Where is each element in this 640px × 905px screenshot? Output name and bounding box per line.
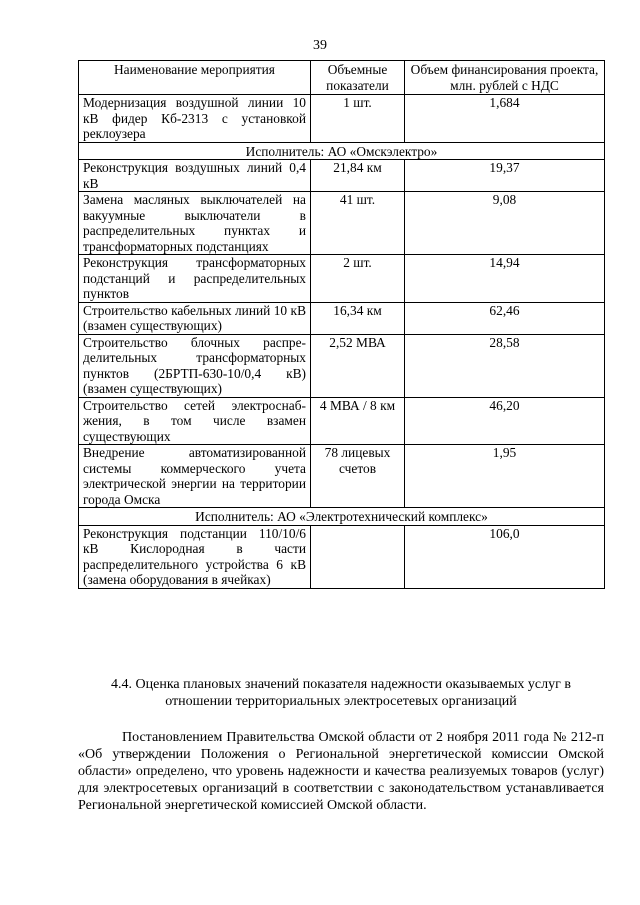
table-row: [79, 445, 605, 508]
measure-volume: [311, 525, 405, 588]
header-measure-name: Наименование мероприятия: [79, 61, 311, 95]
measure-funding: 19,37: [405, 160, 605, 192]
executor-row: [79, 142, 605, 160]
measure-name: Строительство блочных распре-делительных трансформаторных пунктов (2БРТП-630-10/0,4 кВ) (взамен существующих): [79, 334, 311, 397]
table-header-row: [79, 61, 605, 95]
measure-volume: 1 шт.: [311, 95, 405, 143]
measure-name: Реконструкция трансформаторных подстанций и распределительных пунктов: [79, 255, 311, 303]
measure-volume: 2,52 МВА: [311, 334, 405, 397]
executor-row: [79, 508, 605, 526]
measure-volume: 16,34 км: [311, 302, 405, 334]
table-row: [79, 95, 605, 143]
measure-volume: 41 шт.: [311, 192, 405, 255]
body-paragraph: Постановлением Правительства Омской области от 2 ноября 2011 года № 212-п «Об утверждении Положения о Региональной энергетической комиссии Омской области» определено, что уровень надежности и качества реализуемых товаров (услуг) для электросетевых организаций в соответствии с законодательством устанавливается Региональной энергетической комиссией Омской области.: [78, 730, 604, 813]
measure-volume: 2 шт.: [311, 255, 405, 303]
measure-volume: 4 МВА / 8 км: [311, 397, 405, 445]
measure-funding: 62,46: [405, 302, 605, 334]
table-row: [79, 302, 605, 334]
measure-funding: 14,94: [405, 255, 605, 303]
measure-funding: 9,08: [405, 192, 605, 255]
measure-name: Внедрение автоматизированной системы коммерческого учета электрической энергии на территории города Омска: [79, 445, 311, 508]
measure-volume: 21,84 км: [311, 160, 405, 192]
executor-label: Исполнитель: АО «Электротехнический комплекс»: [79, 508, 605, 526]
header-volume: Объемные показатели: [311, 61, 405, 95]
measure-volume: 78 лицевых счетов: [311, 445, 405, 508]
measure-funding: 106,0: [405, 525, 605, 588]
table-row: [79, 255, 605, 303]
measure-name: Замена масляных выключателей на вакуумные выключатели в распределительных пунктах и трансформаторных подстанциях: [79, 192, 311, 255]
measure-funding: 46,20: [405, 397, 605, 445]
measure-funding: 1,95: [405, 445, 605, 508]
table-row: [79, 397, 605, 445]
measure-name: Строительство сетей электроснаб-жения, в том числе взамен существующих: [79, 397, 311, 445]
measure-name: Строительство кабельных линий 10 кВ (взамен существующих): [79, 302, 311, 334]
measure-funding: 28,58: [405, 334, 605, 397]
measure-name: Реконструкция воздушных линий 0,4 кВ: [79, 160, 311, 192]
measure-funding: 1,684: [405, 95, 605, 143]
table-row: [79, 525, 605, 588]
executor-label: Исполнитель: АО «Омскэлектро»: [79, 142, 605, 160]
table-row: [79, 160, 605, 192]
measure-name: Реконструкция подстанции 110/10/6 кВ Кислородная в части распределительного устройства 6 кВ (замена оборудования в ячейках): [79, 525, 311, 588]
measure-name: Модернизация воздушной линии 10 кВ фидер Кб-2313 с установкой реклоузера: [79, 95, 311, 143]
header-funding: Объем финансирования проекта, млн. рублей с НДС: [405, 61, 605, 95]
table-row: [79, 334, 605, 397]
page-number: 39: [313, 38, 327, 53]
measures-table: [78, 60, 605, 589]
table-row: [79, 192, 605, 255]
section-heading: 4.4. Оценка плановых значений показателя надежности оказываемых услуг в отношении территориальных электросетевых организаций: [111, 677, 571, 709]
